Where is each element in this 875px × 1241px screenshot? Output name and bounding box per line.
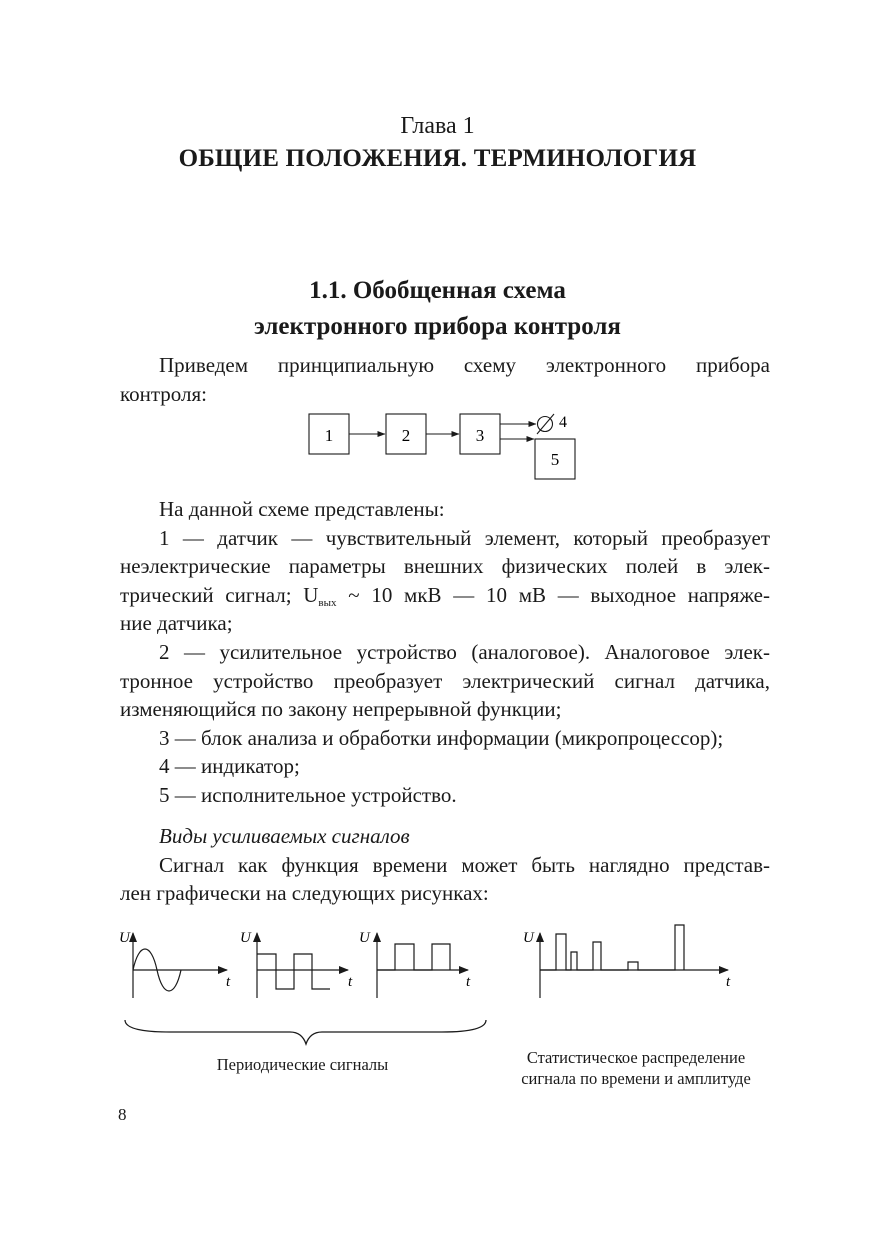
item1-line1: 1 — датчик — чувствительный элемент, который преобразует (159, 525, 770, 550)
component-list (120, 495, 770, 810)
x-axis-label: t (348, 974, 353, 990)
square-wave (257, 954, 330, 989)
pulse-train (377, 944, 450, 970)
block-1 (309, 414, 349, 454)
item2-line1: 2 — усилительное устройство (аналоговое). Аналоговое элек- (159, 639, 770, 664)
block-2 (386, 414, 426, 454)
page-number: 8 (118, 1105, 127, 1124)
item3: 3 — блок анализа и обработки информации (микропроцессор); (159, 725, 724, 750)
item2-line3: изменяющийся по закону непрерывной функции; (120, 697, 562, 722)
y-axis-label: U (359, 930, 370, 946)
bipolar-square-wave-graph (240, 930, 353, 998)
periodic-brace (125, 1020, 486, 1044)
random-pulses (540, 925, 684, 970)
intro-line1: Приведем принципиальную схему электронного прибора (159, 353, 770, 377)
y-axis-label: U (119, 930, 130, 946)
intro-paragraph (120, 351, 770, 408)
block-5-label: 5 (550, 450, 560, 469)
x-axis-label: t (226, 974, 231, 990)
section-title-line2: электронного прибора контроля (254, 313, 621, 340)
list-heading: На данной схеме представлены: (159, 497, 445, 521)
signals-text-line1: Сигнал как функция времени может быть наглядно представ- (159, 852, 770, 877)
intro-line2: контроля: (120, 381, 208, 406)
block-3 (460, 414, 500, 454)
indicator-symbol (537, 414, 554, 434)
y-axis-label: U (240, 930, 251, 946)
block-diagram (300, 405, 590, 487)
item2-line2: тронное устройство преобразует электрический сигнал датчика, (120, 668, 770, 693)
section-title-line1: 1.1. Обобщенная схема (309, 277, 566, 304)
sine-wave-graph (119, 930, 231, 998)
signals-text-line2: лен графически на следующих рисунках: (120, 881, 489, 906)
chapter-title: ОБЩИЕ ПОЛОЖЕНИЯ. ТЕРМИНОЛОГИЯ (178, 145, 697, 172)
y-axis-label: U (523, 930, 534, 946)
block-1-label: 1 (324, 426, 334, 445)
block-2-label: 2 (401, 426, 411, 445)
statistical-caption-line2: сигнала по времени и амплитуде (521, 1069, 751, 1088)
signals-subheading: Виды усиливаемых сигналов (159, 824, 410, 848)
item1-line3: трический сигнал; $U_{вых}$ ~ 10 мкВ — 10 мВ — выходное напряже- (120, 582, 770, 609)
x-axis-label: t (466, 974, 471, 990)
item4: 4 — индикатор; (159, 754, 300, 779)
signal-figures (110, 920, 770, 1050)
statistical-signal-graph (523, 925, 731, 998)
statistical-caption (495, 1047, 777, 1089)
item5: 5 — исполнительное устройство. (159, 782, 457, 807)
section-title (0, 273, 875, 345)
block-3-label: 3 (475, 426, 485, 445)
signals-section (120, 822, 770, 908)
chapter-label: Глава 1 (400, 113, 475, 139)
periodic-caption: Периодические сигналы (216, 1055, 389, 1074)
block-5 (535, 439, 575, 479)
statistical-caption-line1: Статистическое распределение (526, 1048, 746, 1067)
x-axis-label: t (726, 974, 731, 990)
item1-line4: ние датчика; (120, 611, 233, 636)
item1-line2: неэлектрические параметры внешних физических полей в элек- (120, 554, 770, 579)
unipolar-pulse-graph (359, 930, 471, 998)
indicator-label: 4 (559, 414, 567, 431)
